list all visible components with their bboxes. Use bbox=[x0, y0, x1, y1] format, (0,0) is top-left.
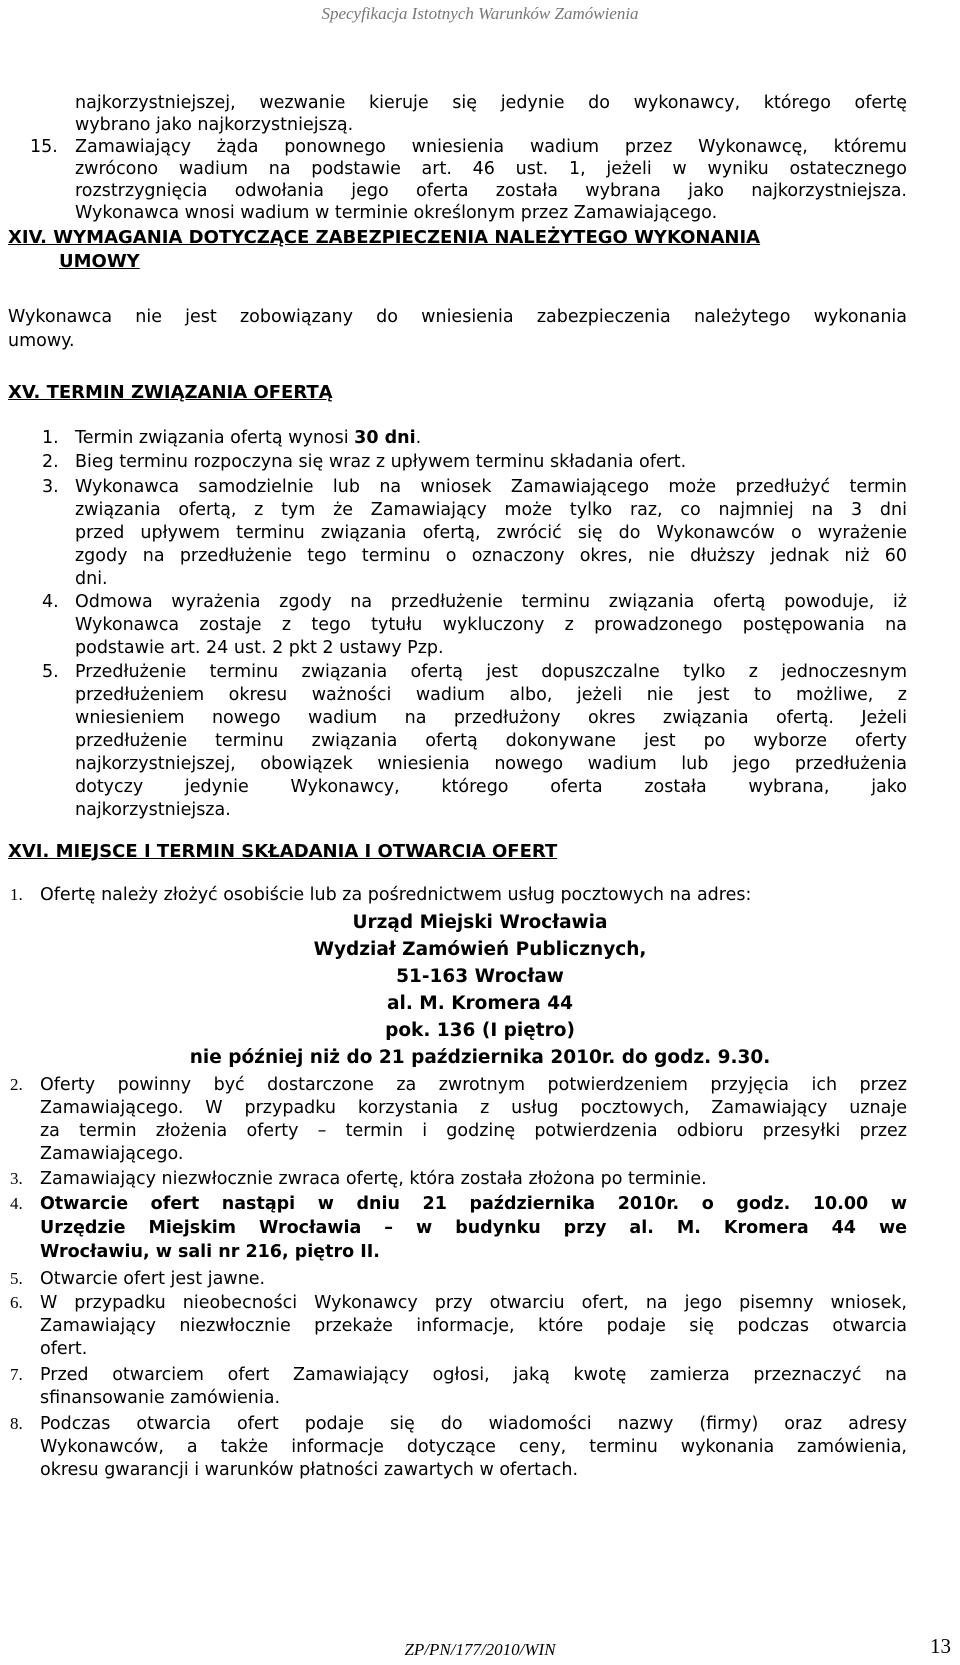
section-14-heading-cont: UMOWY bbox=[59, 251, 140, 272]
address-line: Urząd Miejski Wrocławia bbox=[352, 912, 608, 933]
item-15-number: 15. bbox=[30, 137, 58, 157]
xvi-item-4-line: Wrocławiu, w sali nr 216, piętro II. bbox=[40, 1242, 380, 1262]
xv-item-2-number: 2. bbox=[42, 452, 59, 472]
address-line: al. M. Kromera 44 bbox=[387, 993, 573, 1014]
xv-item-3-line: Wykonawca samodzielnie lub na wniosek Zamawiającego może przedłużyć termin bbox=[75, 477, 907, 497]
xvi-item-7-line: Przed otwarciem ofert Zamawiający ogłosi, jaką kwotę zamierza przeznaczyć na bbox=[40, 1365, 907, 1385]
xv-item-3-number: 3. bbox=[42, 477, 59, 497]
address-line: 51-163 Wrocław bbox=[396, 966, 564, 987]
xvi-item-8-line: okresu gwarancji i warunków płatności zawartych w ofertach. bbox=[40, 1460, 579, 1480]
xvi-item-4-number: 4. bbox=[10, 1194, 23, 1213]
section-14-text: umowy. bbox=[8, 331, 75, 351]
xv-item-3-line: zgody na przedłużenie tego terminu o oznaczony okres, nie dłuższy jednak niż 60 bbox=[75, 546, 907, 566]
xvi-item-8-line: Wykonawców, a także informacje dotyczące ceny, terminu wykonania zamówienia, bbox=[40, 1437, 907, 1457]
xvi-item-8-number: 8. bbox=[10, 1414, 23, 1433]
item-15-line: Wykonawca wnosi wadium w terminie określonym przez Zamawiającego. bbox=[75, 203, 718, 223]
xv-item-3-line: dni. bbox=[75, 569, 108, 589]
address-line: pok. 136 (I piętro) bbox=[385, 1020, 575, 1041]
document-code: ZP/PN/177/2010/WIN bbox=[404, 1640, 556, 1659]
xv-item-4-line: Odmowa wyrażenia zgody na przedłużenie terminu związania ofertą powoduje, iż bbox=[75, 592, 907, 612]
xvi-item-5-line: Otwarcie ofert jest jawne. bbox=[40, 1269, 266, 1289]
xvi-item-6-line: Zamawiający niezwłocznie przekaże informacje, które podaje się podczas otwarcia bbox=[40, 1316, 907, 1336]
xv-item-5-number: 5. bbox=[42, 662, 59, 682]
xv-item-5-line: najkorzystniejszej, obowiązek wniesienia nowego wadium lub jego przedłużenia bbox=[75, 754, 907, 774]
xv-item-3-line: przed upływem terminu związania ofertą, zwrócić się do Wykonawców o wyrażenie bbox=[75, 523, 907, 543]
xv-item-3-line: związania ofertą, z tym że Zamawiający może tylko raz, co najmniej na 3 dni bbox=[75, 500, 907, 520]
section-15-heading: XV. TERMIN ZWIĄZANIA OFERTĄ bbox=[8, 382, 333, 403]
xvi-item-2-line: Zamawiającego. W przypadku korzystania z usług pocztowych, Zamawiający uznaje bbox=[40, 1098, 907, 1118]
section-14-text: Wykonawca nie jest zobowiązany do wniesienia zabezpieczenia należytego wykonania bbox=[8, 307, 907, 327]
item-15-line: rozstrzygnięcia odwołania jego oferta została wybrana jako najkorzystniejsza. bbox=[75, 181, 907, 201]
xvi-item-1-number: 1. bbox=[10, 885, 23, 904]
xv-item-4-line: podstawie art. 24 ust. 2 pkt 2 ustawy Pzp. bbox=[75, 638, 444, 658]
xv-item-5-line: wniesieniem nowego wadium na przedłużony okres związania ofertą. Jeżeli bbox=[75, 708, 907, 728]
xvi-item-2-number: 2. bbox=[10, 1075, 23, 1094]
xv-item-5-line: Przedłużenie terminu związania ofertą jest dopuszczalne tylko z jednoczesnym bbox=[75, 662, 907, 682]
xvi-item-6-line: W przypadku nieobecności Wykonawcy przy otwarciu ofert, na jego pisemny wniosek, bbox=[40, 1293, 907, 1313]
xvi-item-4-line: Urzędzie Miejskim Wrocławia – w budynku przy al. M. Kromera 44 we bbox=[40, 1218, 907, 1238]
xvi-item-2-line: Zamawiającego. bbox=[40, 1144, 184, 1164]
address-line: Wydział Zamówień Publicznych, bbox=[313, 939, 647, 960]
xvi-item-7-number: 7. bbox=[10, 1365, 23, 1384]
xv-item-4-number: 4. bbox=[42, 592, 59, 612]
xvi-item-6-line: ofert. bbox=[40, 1339, 88, 1359]
xvi-item-5-number: 5. bbox=[10, 1269, 23, 1288]
intro-line: najkorzystniejszej, wezwanie kieruje się jedynie do wykonawcy, którego ofertę bbox=[75, 93, 907, 113]
xv-item-4-line: Wykonawca zostaje z tego tytułu wykluczony z prowadzonego postępowania na bbox=[75, 615, 907, 635]
page-header: Specyfikacja Istotnych Warunków Zamówienia bbox=[321, 4, 639, 23]
xvi-item-1-text: Ofertę należy złożyć osobiście lub za pośrednictwem usług pocztowych na adres: bbox=[40, 885, 752, 905]
intro-line: wybrano jako najkorzystniejszą. bbox=[75, 115, 354, 135]
page-number: 13 bbox=[930, 1634, 951, 1658]
section-14-heading: XIV. WYMAGANIA DOTYCZĄCE ZABEZPIECZENIA NALEŻYTEGO WYKONANIA bbox=[8, 227, 761, 248]
xvi-item-2-line: Oferty powinny być dostarczone za zwrotnym potwierdzeniem przyjęcia ich przez bbox=[40, 1075, 907, 1095]
xvi-item-3-line: Zamawiający niezwłocznie zwraca ofertę, która została złożona po terminie. bbox=[40, 1169, 707, 1189]
xvi-item-8-line: Podczas otwarcia ofert podaje się do wiadomości nazwy (firmy) oraz adresy bbox=[40, 1414, 907, 1434]
xvi-item-4-line: Otwarcie ofert nastąpi w dniu 21 października 2010r. o godz. 10.00 w bbox=[40, 1194, 907, 1214]
deadline-line: nie później niż do 21 października 2010r. do godz. 9.30. bbox=[189, 1047, 771, 1068]
xv-item-5-line: najkorzystniejsza. bbox=[75, 800, 231, 820]
xv-item-2-text: Bieg terminu rozpoczyna się wraz z upływem terminu składania ofert. bbox=[75, 452, 687, 472]
xv-item-5-line: przedłużeniem okresu ważności wadium albo, jeżeli nie jest to możliwe, z bbox=[75, 685, 907, 705]
xvi-item-6-number: 6. bbox=[10, 1293, 23, 1312]
xv-item-5-line: przedłużenie terminu związania ofertą dokonywane jest po wyborze oferty bbox=[75, 731, 907, 751]
section-16-heading: XVI. MIEJSCE I TERMIN SKŁADANIA I OTWARCIA OFERT bbox=[8, 841, 558, 862]
xv-item-1-number: 1. bbox=[42, 428, 59, 448]
xvi-item-2-line: za termin złożenia oferty – termin i godzinę potwierdzenia odbioru przesyłki przez bbox=[40, 1121, 907, 1141]
item-15-line: zwrócono wadium na podstawie art. 46 ust. 1, jeżeli w wyniku ostatecznego bbox=[75, 159, 907, 179]
xvi-item-7-line: sfinansowanie zamówienia. bbox=[40, 1388, 281, 1408]
xv-item-5-line: dotyczy jedynie Wykonawcy, którego oferta została wybrana, jako bbox=[75, 777, 907, 797]
item-15-line: Zamawiający żąda ponownego wniesienia wadium przez Wykonawcę, któremu bbox=[75, 137, 907, 157]
xvi-item-3-number: 3. bbox=[10, 1169, 23, 1188]
xv-item-1-text: Termin związania ofertą wynosi 30 dni. bbox=[75, 428, 422, 448]
